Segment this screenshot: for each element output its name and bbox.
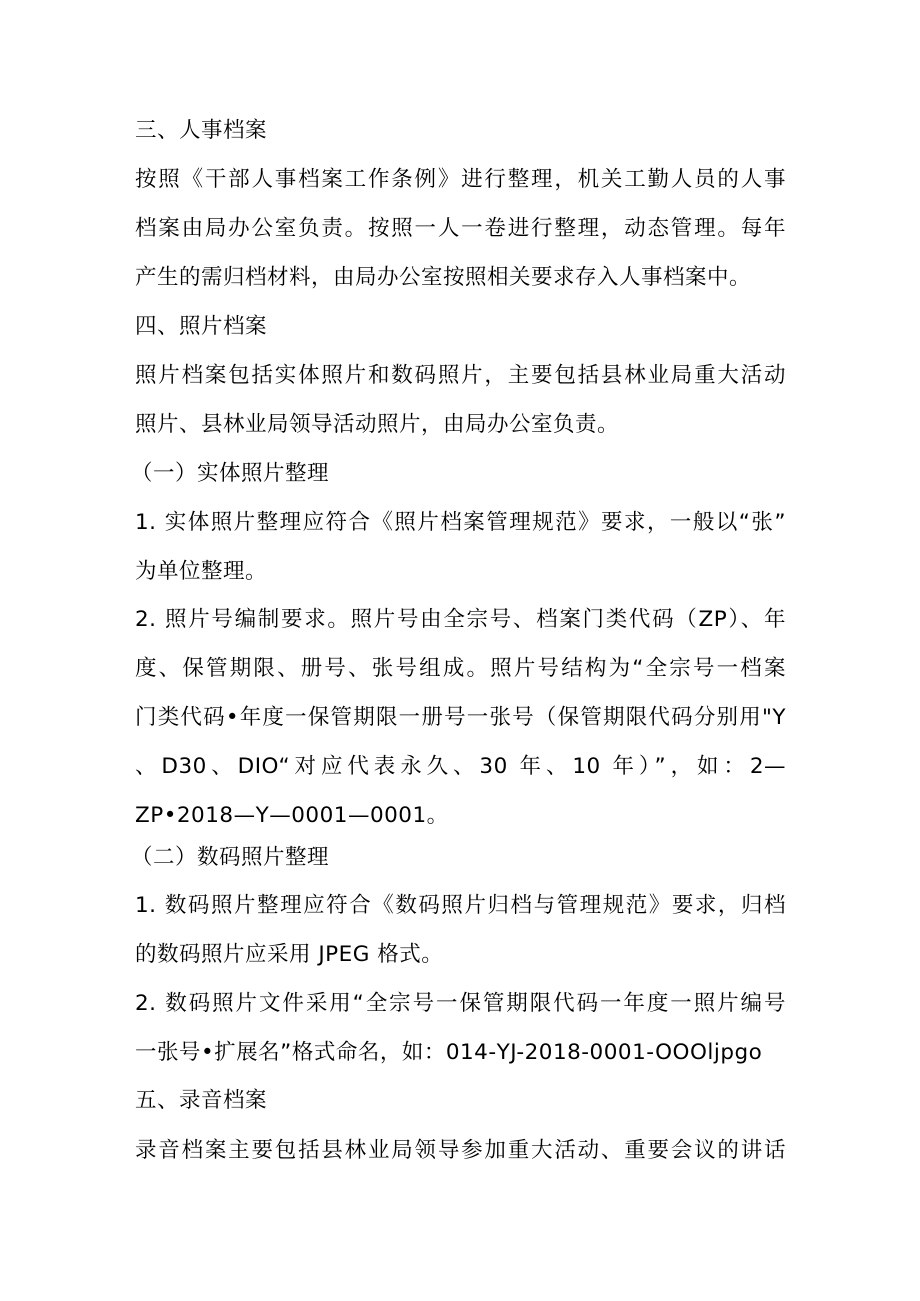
paragraph-line: ZP•2018—Y—0001—0001。	[135, 803, 449, 828]
paragraph-line: 录音档案主要包括县林业局领导参加重大活动、重要会议的讲话	[135, 1138, 786, 1163]
subsection-heading-digital-photos: （二）数码照片整理	[131, 845, 330, 870]
paragraph-line: 2. 数码照片文件采用“全宗号一保管期限代码一年度一照片编号	[135, 991, 786, 1016]
paragraph-line: 产生的需归档材料，由局办公室按照相关要求存入人事档案中。	[135, 265, 752, 290]
paragraph-line: 1. 数码照片整理应符合《数码照片归档与管理规范》要求，归档	[135, 893, 786, 918]
paragraph-line: 1. 实体照片整理应符合《照片档案管理规范》要求，一般以“张”	[135, 510, 786, 535]
section-heading-personnel-archives: 三、人事档案	[135, 118, 268, 143]
paragraph-line: 2. 照片号编制要求。照片号由全宗号、档案门类代码（ZP）、年	[135, 607, 786, 632]
paragraph-line: 照片档案包括实体照片和数码照片，主要包括县林业局重大活动	[135, 363, 786, 388]
paragraph-line: 一张号•扩展名”格式命名，如：014-YJ-2018-0001-OOOljpgo	[135, 1040, 763, 1065]
paragraph-line: 门类代码•年度一保管期限一册号一张号（保管期限代码分别用"Y	[135, 705, 786, 730]
paragraph-line: 的数码照片应采用 JPEG 格式。	[135, 942, 444, 967]
subsection-heading-physical-photos: （一）实体照片整理	[131, 461, 330, 486]
paragraph-line: 档案由局办公室负责。按照一人一卷进行整理，动态管理。每年	[135, 216, 786, 241]
section-heading-audio-archives: 五、录音档案	[135, 1088, 268, 1113]
paragraph-line: 为单位整理。	[135, 559, 268, 584]
section-heading-photo-archives: 四、照片档案	[135, 314, 268, 339]
paragraph-line: 度、保管期限、册号、张号组成。照片号结构为“全宗号一档案	[135, 656, 786, 681]
paragraph-line: 照片、县林业局领导活动照片，由局办公室负责。	[135, 412, 620, 437]
paragraph-line: 按照《干部人事档案工作条例》进行整理，机关工勤人员的人事	[135, 167, 786, 192]
paragraph-line: 、D30、DIO“对应代表永久、30 年、10 年）”，如：2—	[135, 754, 786, 779]
